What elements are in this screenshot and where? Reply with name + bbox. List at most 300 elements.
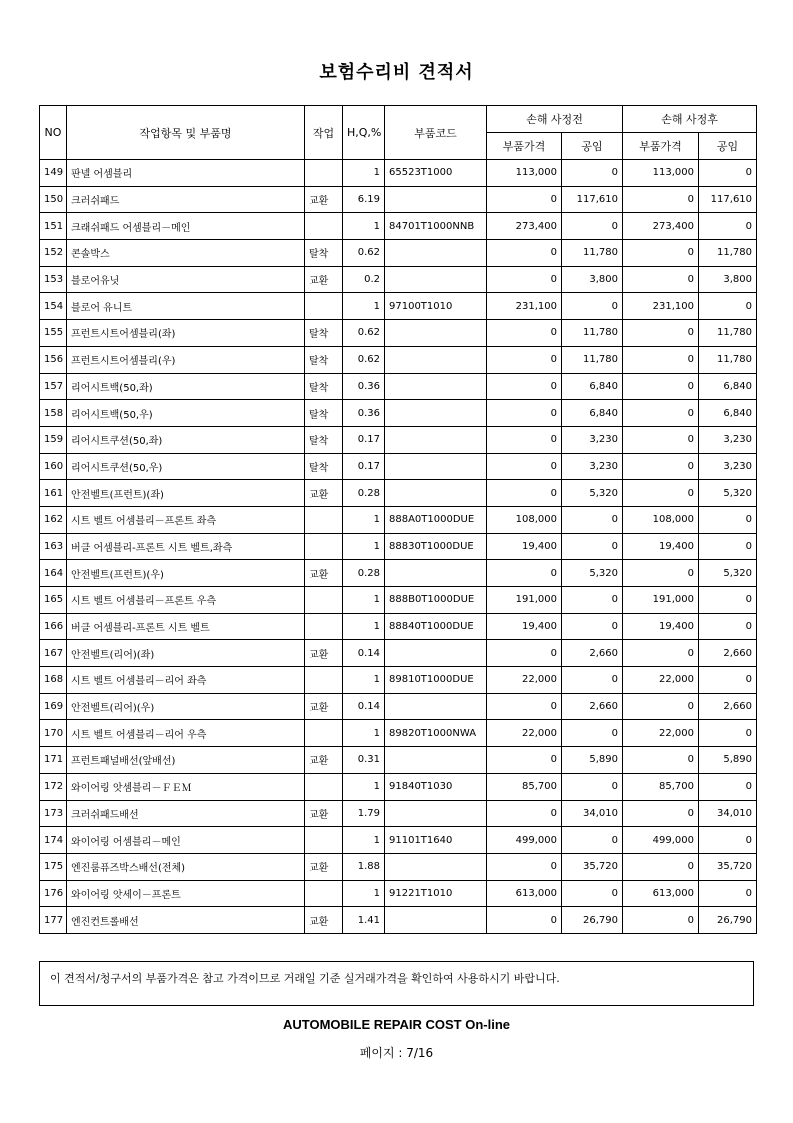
row-after-part-price: 273,400 <box>623 213 699 240</box>
row-hq: 0.17 <box>343 453 385 480</box>
table-row <box>40 373 757 400</box>
row-work-type: 교환 <box>305 640 343 667</box>
row-no: 172 <box>40 773 67 800</box>
row-before-part-price: 0 <box>487 320 562 347</box>
row-item-name: 버클 어셈블리-프론트 시트 벨트 <box>67 613 305 640</box>
row-before-labor: 0 <box>562 773 623 800</box>
row-item-name: 블로어유닛 <box>67 266 305 293</box>
row-part-code <box>385 400 487 427</box>
row-work-type: 탈착 <box>305 400 343 427</box>
row-item-name: 크래쉬패드 어셈블리－메인 <box>67 213 305 240</box>
header-before-assessment: 손해 사정전 <box>487 106 623 133</box>
row-work-type: 교환 <box>305 853 343 880</box>
row-before-part-price: 22,000 <box>487 720 562 747</box>
row-before-part-price: 0 <box>487 640 562 667</box>
table-row <box>40 613 757 640</box>
row-hq: 1 <box>343 880 385 907</box>
row-before-labor: 35,720 <box>562 853 623 880</box>
row-part-code <box>385 426 487 453</box>
row-before-part-price: 0 <box>487 240 562 267</box>
row-after-labor: 0 <box>699 613 757 640</box>
row-no: 171 <box>40 747 67 774</box>
estimate-table <box>39 105 757 934</box>
row-before-labor: 0 <box>562 827 623 854</box>
row-work-type: 탈착 <box>305 240 343 267</box>
row-before-part-price: 113,000 <box>487 160 562 187</box>
footer-brand: AUTOMOBILE REPAIR COST On-line <box>282 1017 511 1032</box>
table-row <box>40 213 757 240</box>
row-after-part-price: 0 <box>623 907 699 934</box>
row-after-labor: 26,790 <box>699 907 757 934</box>
row-part-code <box>385 640 487 667</box>
row-hq: 0.28 <box>343 560 385 587</box>
row-item-name: 크러쉬패드 <box>67 186 305 213</box>
row-part-code <box>385 800 487 827</box>
row-before-labor: 11,780 <box>562 320 623 347</box>
row-part-code <box>385 266 487 293</box>
row-after-labor: 0 <box>699 880 757 907</box>
row-after-labor: 0 <box>699 587 757 614</box>
row-before-part-price: 0 <box>487 426 562 453</box>
table-row <box>40 506 757 533</box>
row-hq: 1.79 <box>343 800 385 827</box>
row-after-part-price: 191,000 <box>623 587 699 614</box>
row-work-type <box>305 880 343 907</box>
row-after-labor: 11,780 <box>699 346 757 373</box>
row-after-labor: 3,230 <box>699 426 757 453</box>
row-work-type: 교환 <box>305 907 343 934</box>
row-hq: 1.88 <box>343 853 385 880</box>
row-after-part-price: 0 <box>623 320 699 347</box>
row-no: 161 <box>40 480 67 507</box>
row-part-code <box>385 186 487 213</box>
row-after-labor: 2,660 <box>699 693 757 720</box>
row-before-labor: 0 <box>562 506 623 533</box>
row-before-labor: 6,840 <box>562 400 623 427</box>
row-part-code: 84701T1000NNB <box>385 213 487 240</box>
row-after-labor: 5,890 <box>699 747 757 774</box>
row-part-code <box>385 907 487 934</box>
row-part-code <box>385 560 487 587</box>
row-hq: 0.28 <box>343 480 385 507</box>
row-after-labor: 5,320 <box>699 480 757 507</box>
row-part-code: 97100T1010 <box>385 293 487 320</box>
row-before-part-price: 108,000 <box>487 506 562 533</box>
row-after-labor: 0 <box>699 773 757 800</box>
row-after-part-price: 613,000 <box>623 880 699 907</box>
table-row <box>40 853 757 880</box>
row-hq: 0.31 <box>343 747 385 774</box>
row-hq: 1 <box>343 773 385 800</box>
row-after-labor: 0 <box>699 506 757 533</box>
row-before-labor: 0 <box>562 613 623 640</box>
row-item-name: 안전벨트(리어)(좌) <box>67 640 305 667</box>
row-hq: 0.14 <box>343 640 385 667</box>
row-after-labor: 3,800 <box>699 266 757 293</box>
row-part-code <box>385 480 487 507</box>
row-before-part-price: 0 <box>487 907 562 934</box>
row-work-type: 탈착 <box>305 320 343 347</box>
notice-text: 이 견적서/청구서의 부품가격은 참고 가격이므로 거래일 기준 실거래가격을 확인하여 사용하시기 바랍니다. <box>50 972 560 985</box>
row-after-labor: 0 <box>699 667 757 694</box>
row-no: 154 <box>40 293 67 320</box>
row-hq: 0.36 <box>343 373 385 400</box>
table-row <box>40 747 757 774</box>
row-work-type <box>305 293 343 320</box>
row-item-name: 버클 어셈블리-프론트 시트 벨트,좌측 <box>67 533 305 560</box>
row-part-code: 89810T1000DUE <box>385 667 487 694</box>
row-work-type: 탈착 <box>305 426 343 453</box>
row-before-labor: 0 <box>562 160 623 187</box>
row-before-labor: 0 <box>562 880 623 907</box>
row-no: 160 <box>40 453 67 480</box>
row-after-part-price: 0 <box>623 453 699 480</box>
row-item-name: 시트 벨트 어셈블리－프론트 우측 <box>67 587 305 614</box>
row-before-part-price: 613,000 <box>487 880 562 907</box>
row-hq: 1 <box>343 160 385 187</box>
table-row <box>40 560 757 587</box>
row-after-labor: 2,660 <box>699 640 757 667</box>
row-work-type: 교환 <box>305 747 343 774</box>
row-before-part-price: 499,000 <box>487 827 562 854</box>
row-before-labor: 3,230 <box>562 453 623 480</box>
row-item-name: 프런트시트어셈블리(우) <box>67 346 305 373</box>
row-no: 152 <box>40 240 67 267</box>
row-item-name: 콘솔박스 <box>67 240 305 267</box>
row-hq: 0.62 <box>343 320 385 347</box>
row-hq: 1 <box>343 213 385 240</box>
row-item-name: 와이어링 어셈블리－메인 <box>67 827 305 854</box>
row-before-part-price: 0 <box>487 186 562 213</box>
row-before-labor: 5,890 <box>562 747 623 774</box>
row-part-code <box>385 373 487 400</box>
row-after-labor: 6,840 <box>699 400 757 427</box>
row-part-code: 65523T1000 <box>385 160 487 187</box>
row-after-part-price: 85,700 <box>623 773 699 800</box>
table-row <box>40 533 757 560</box>
row-part-code <box>385 693 487 720</box>
row-work-type: 탈착 <box>305 453 343 480</box>
row-item-name: 시트 벨트 어셈블리－리어 좌측 <box>67 667 305 694</box>
row-after-labor: 3,230 <box>699 453 757 480</box>
row-before-labor: 3,230 <box>562 426 623 453</box>
header-before-labor: 공임 <box>562 133 623 160</box>
row-after-labor: 35,720 <box>699 853 757 880</box>
row-after-part-price: 0 <box>623 373 699 400</box>
row-item-name: 시트 벨트 어셈블리－프론트 좌측 <box>67 506 305 533</box>
table-row <box>40 587 757 614</box>
row-no: 159 <box>40 426 67 453</box>
row-part-code: 888B0T1000DUE <box>385 587 487 614</box>
row-part-code <box>385 747 487 774</box>
row-hq: 0.2 <box>343 266 385 293</box>
header-after-labor: 공임 <box>699 133 757 160</box>
row-before-part-price: 191,000 <box>487 587 562 614</box>
row-after-labor: 0 <box>699 293 757 320</box>
table-row <box>40 426 757 453</box>
row-part-code: 91840T1030 <box>385 773 487 800</box>
row-part-code: 888A0T1000DUE <box>385 506 487 533</box>
row-after-part-price: 231,100 <box>623 293 699 320</box>
row-before-part-price: 22,000 <box>487 667 562 694</box>
row-work-type <box>305 720 343 747</box>
table-row <box>40 453 757 480</box>
row-after-part-price: 0 <box>623 800 699 827</box>
notice-box <box>39 961 754 1006</box>
row-no: 165 <box>40 587 67 614</box>
table-row <box>40 667 757 694</box>
row-no: 170 <box>40 720 67 747</box>
row-before-labor: 26,790 <box>562 907 623 934</box>
row-before-part-price: 0 <box>487 373 562 400</box>
table-row <box>40 186 757 213</box>
row-part-code: 89820T1000NWA <box>385 720 487 747</box>
row-after-part-price: 499,000 <box>623 827 699 854</box>
row-before-labor: 0 <box>562 213 623 240</box>
row-work-type <box>305 160 343 187</box>
row-no: 174 <box>40 827 67 854</box>
row-work-type: 교환 <box>305 800 343 827</box>
table-row <box>40 240 757 267</box>
row-no: 162 <box>40 506 67 533</box>
row-before-part-price: 19,400 <box>487 613 562 640</box>
row-before-labor: 5,320 <box>562 560 623 587</box>
row-item-name: 프런트패널배선(앞배선) <box>67 747 305 774</box>
row-before-labor: 0 <box>562 667 623 694</box>
row-after-part-price: 0 <box>623 426 699 453</box>
row-before-part-price: 0 <box>487 800 562 827</box>
row-work-type: 교환 <box>305 480 343 507</box>
row-item-name: 엔진컨트롤배선 <box>67 907 305 934</box>
row-before-part-price: 0 <box>487 747 562 774</box>
table-row <box>40 640 757 667</box>
row-part-code <box>385 320 487 347</box>
header-after-assessment: 손해 사정후 <box>623 106 757 133</box>
row-hq: 0.36 <box>343 400 385 427</box>
header-work: 작업 <box>305 106 343 160</box>
row-before-labor: 11,780 <box>562 346 623 373</box>
row-part-code: 88830T1000DUE <box>385 533 487 560</box>
row-after-part-price: 113,000 <box>623 160 699 187</box>
row-before-labor: 6,840 <box>562 373 623 400</box>
row-before-part-price: 19,400 <box>487 533 562 560</box>
row-work-type: 교환 <box>305 693 343 720</box>
row-item-name: 안전벨트(리어)(우) <box>67 693 305 720</box>
row-no: 156 <box>40 346 67 373</box>
row-after-part-price: 0 <box>623 240 699 267</box>
row-after-labor: 0 <box>699 827 757 854</box>
row-after-part-price: 19,400 <box>623 533 699 560</box>
row-item-name: 리어시트쿠션(50,우) <box>67 453 305 480</box>
row-after-part-price: 0 <box>623 346 699 373</box>
row-before-labor: 2,660 <box>562 640 623 667</box>
row-work-type <box>305 213 343 240</box>
row-before-part-price: 273,400 <box>487 213 562 240</box>
row-work-type <box>305 667 343 694</box>
row-no: 173 <box>40 800 67 827</box>
row-after-part-price: 0 <box>623 693 699 720</box>
row-item-name: 와이어링 앗셈블리－ＦＥＭ <box>67 773 305 800</box>
row-after-labor: 6,840 <box>699 373 757 400</box>
row-after-labor: 11,780 <box>699 320 757 347</box>
row-work-type <box>305 533 343 560</box>
row-no: 149 <box>40 160 67 187</box>
row-before-labor: 0 <box>562 293 623 320</box>
row-hq: 1 <box>343 533 385 560</box>
row-item-name: 안전벨트(프런트)(좌) <box>67 480 305 507</box>
row-item-name: 리어시트백(50,좌) <box>67 373 305 400</box>
row-before-labor: 5,320 <box>562 480 623 507</box>
row-after-part-price: 0 <box>623 853 699 880</box>
row-work-type: 탈착 <box>305 373 343 400</box>
row-no: 175 <box>40 853 67 880</box>
row-after-part-price: 19,400 <box>623 613 699 640</box>
row-hq: 1 <box>343 720 385 747</box>
row-hq: 1 <box>343 827 385 854</box>
table-row <box>40 800 757 827</box>
row-after-labor: 0 <box>699 533 757 560</box>
row-before-part-price: 0 <box>487 346 562 373</box>
header-part-code: 부품코드 <box>385 106 487 160</box>
row-no: 157 <box>40 373 67 400</box>
row-work-type: 교환 <box>305 560 343 587</box>
row-no: 151 <box>40 213 67 240</box>
row-no: 153 <box>40 266 67 293</box>
table-row <box>40 880 757 907</box>
table-row <box>40 320 757 347</box>
header-after-part-price: 부품가격 <box>623 133 699 160</box>
row-part-code <box>385 853 487 880</box>
row-before-part-price: 0 <box>487 480 562 507</box>
row-item-name: 프런트시트어셈블리(좌) <box>67 320 305 347</box>
row-item-name: 크러쉬패드배선 <box>67 800 305 827</box>
row-hq: 0.14 <box>343 693 385 720</box>
row-after-part-price: 108,000 <box>623 506 699 533</box>
row-no: 176 <box>40 880 67 907</box>
row-no: 150 <box>40 186 67 213</box>
row-before-labor: 3,800 <box>562 266 623 293</box>
row-after-part-price: 0 <box>623 640 699 667</box>
row-before-part-price: 0 <box>487 266 562 293</box>
row-before-labor: 34,010 <box>562 800 623 827</box>
row-work-type <box>305 827 343 854</box>
table-row <box>40 907 757 934</box>
row-work-type <box>305 613 343 640</box>
row-part-code: 91101T1640 <box>385 827 487 854</box>
row-item-name: 엔진룸퓨즈박스배선(전체) <box>67 853 305 880</box>
table-body <box>40 160 757 934</box>
row-work-type: 교환 <box>305 266 343 293</box>
row-no: 155 <box>40 320 67 347</box>
row-after-part-price: 22,000 <box>623 720 699 747</box>
row-no: 167 <box>40 640 67 667</box>
table-row <box>40 346 757 373</box>
table-row <box>40 693 757 720</box>
row-hq: 1.41 <box>343 907 385 934</box>
row-item-name: 안전벨트(프런트)(우) <box>67 560 305 587</box>
row-before-labor: 117,610 <box>562 186 623 213</box>
row-work-type <box>305 506 343 533</box>
table-header <box>40 106 757 160</box>
row-work-type: 탈착 <box>305 346 343 373</box>
row-item-name: 블로어 유니트 <box>67 293 305 320</box>
row-before-labor: 0 <box>562 587 623 614</box>
row-work-type <box>305 773 343 800</box>
row-no: 164 <box>40 560 67 587</box>
row-no: 158 <box>40 400 67 427</box>
row-work-type: 교환 <box>305 186 343 213</box>
row-after-part-price: 0 <box>623 480 699 507</box>
row-part-code: 91221T1010 <box>385 880 487 907</box>
row-no: 169 <box>40 693 67 720</box>
row-before-labor: 2,660 <box>562 693 623 720</box>
row-before-part-price: 231,100 <box>487 293 562 320</box>
row-after-labor: 34,010 <box>699 800 757 827</box>
row-after-part-price: 0 <box>623 266 699 293</box>
row-part-code <box>385 453 487 480</box>
row-before-part-price: 0 <box>487 853 562 880</box>
row-after-part-price: 0 <box>623 400 699 427</box>
row-hq: 0.62 <box>343 346 385 373</box>
row-hq: 0.17 <box>343 426 385 453</box>
row-before-labor: 0 <box>562 720 623 747</box>
row-after-part-price: 22,000 <box>623 667 699 694</box>
row-before-part-price: 0 <box>487 453 562 480</box>
row-hq: 0.62 <box>343 240 385 267</box>
row-before-part-price: 85,700 <box>487 773 562 800</box>
row-no: 163 <box>40 533 67 560</box>
header-no: NO <box>40 106 67 160</box>
row-item-name: 리어시트백(50,우) <box>67 400 305 427</box>
row-no: 166 <box>40 613 67 640</box>
row-hq: 6.19 <box>343 186 385 213</box>
row-after-labor: 0 <box>699 160 757 187</box>
header-item-name: 작업항목 및 부품명 <box>67 106 305 160</box>
row-work-type <box>305 587 343 614</box>
page-title: 보험수리비 견적서 <box>319 62 474 83</box>
table-row <box>40 400 757 427</box>
page-number: 페이지 : 7/16 <box>359 1046 434 1060</box>
row-after-part-price: 0 <box>623 560 699 587</box>
row-no: 177 <box>40 907 67 934</box>
row-hq: 1 <box>343 506 385 533</box>
table-row <box>40 773 757 800</box>
row-hq: 1 <box>343 587 385 614</box>
row-item-name: 리어시트쿠션(50,좌) <box>67 426 305 453</box>
header-before-part-price: 부품가격 <box>487 133 562 160</box>
row-before-labor: 11,780 <box>562 240 623 267</box>
row-after-labor: 117,610 <box>699 186 757 213</box>
table-row <box>40 293 757 320</box>
table-row <box>40 266 757 293</box>
row-item-name: 판넬 어셈블리 <box>67 160 305 187</box>
row-item-name: 시트 벨트 어셈블리－리어 우측 <box>67 720 305 747</box>
row-item-name: 와이어링 앗세이－프론트 <box>67 880 305 907</box>
row-before-part-price: 0 <box>487 693 562 720</box>
row-after-labor: 5,320 <box>699 560 757 587</box>
row-part-code <box>385 240 487 267</box>
row-hq: 1 <box>343 667 385 694</box>
table-row <box>40 827 757 854</box>
header-hq: H,Q,% <box>343 106 385 160</box>
row-after-labor: 11,780 <box>699 240 757 267</box>
row-no: 168 <box>40 667 67 694</box>
row-after-labor: 0 <box>699 720 757 747</box>
row-part-code: 88840T1000DUE <box>385 613 487 640</box>
row-before-part-price: 0 <box>487 560 562 587</box>
row-before-part-price: 0 <box>487 400 562 427</box>
row-after-part-price: 0 <box>623 186 699 213</box>
